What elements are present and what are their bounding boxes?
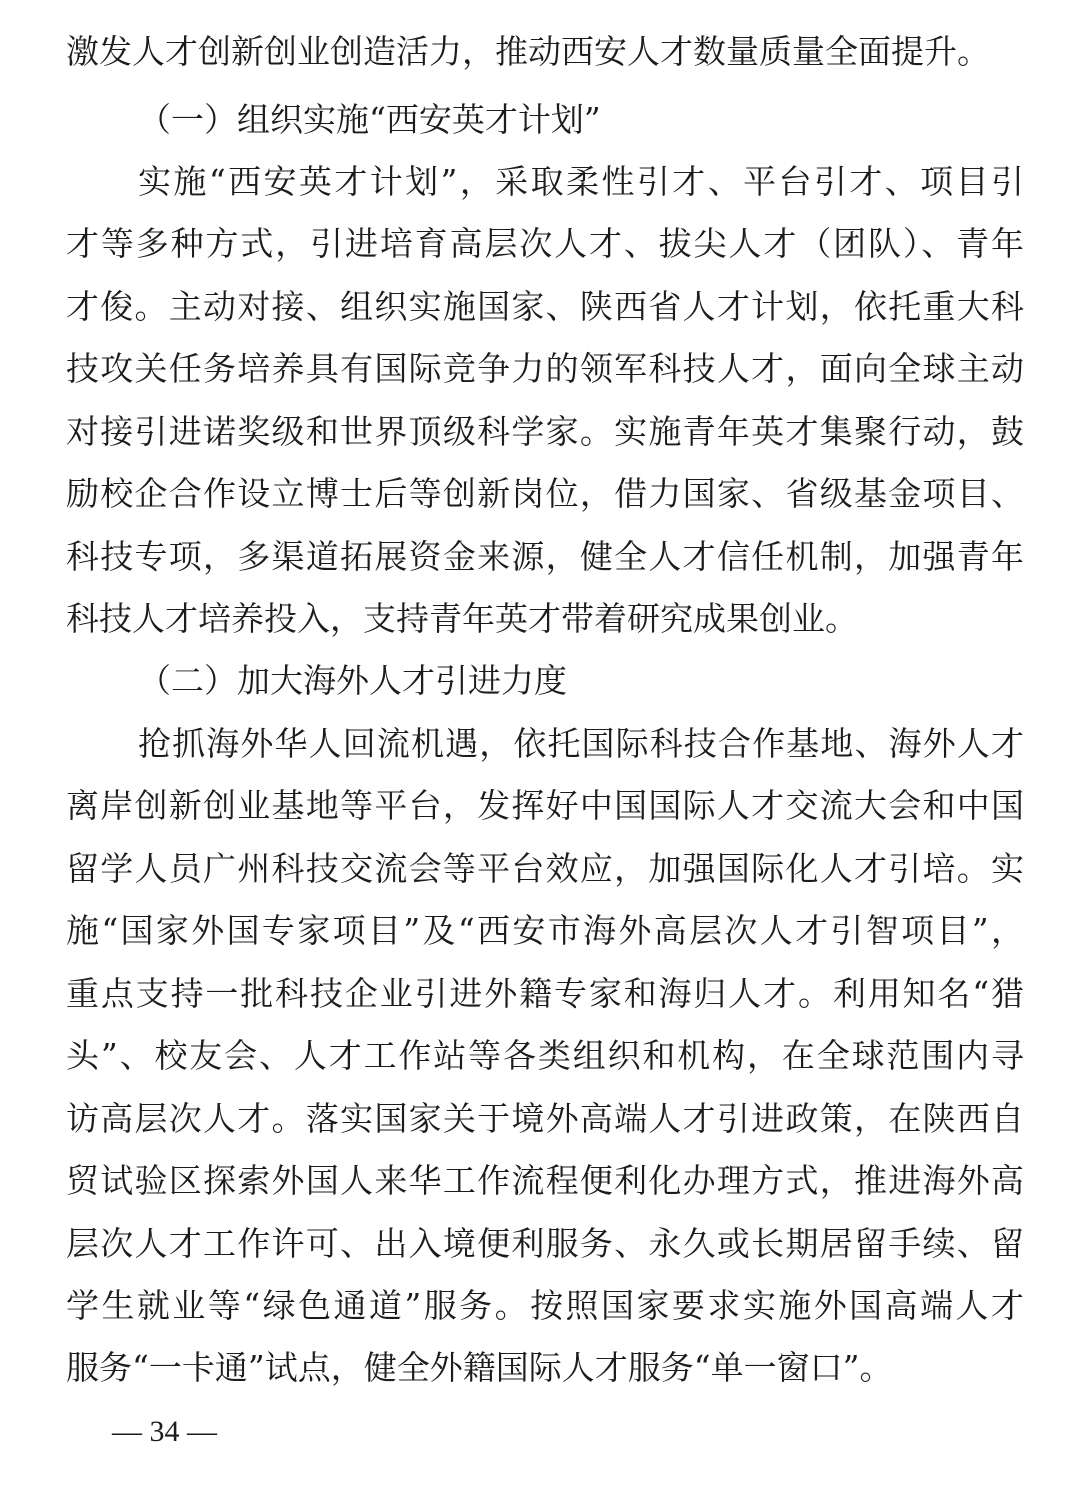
paragraph-line: 施“国家外国专家项目”及“西安市海外高层次人才引智项目”，: [66, 911, 1024, 950]
paragraph-line: 科技人才培养投入，支持青年英才带着研究成果创业。: [66, 599, 858, 638]
paragraph-line: 科技专项，多渠道拓展资金来源，健全人才信任机制，加强青年: [66, 537, 1024, 576]
paragraph-line: 离岸创新创业基地等平台，发挥好中国国际人才交流大会和中国: [66, 786, 1024, 825]
section-heading-1: （一）组织实施“西安英才计划”: [138, 100, 601, 139]
paragraph-line: 抢抓海外华人回流机遇，依托国际科技合作基地、海外人才: [138, 724, 1024, 763]
paragraph-line: 才等多种方式，引进培育高层次人才、拔尖人才（团队）、青年: [66, 224, 1024, 263]
paragraph-line: 留学人员广州科技交流会等平台效应，加强国际化人才引培。实: [66, 849, 1024, 888]
paragraph-line: 头”、校友会、人才工作站等各类组织和机构，在全球范围内寻: [66, 1036, 1024, 1075]
paragraph-line: 访高层次人才。落实国家关于境外高端人才引进政策，在陕西自: [66, 1099, 1024, 1138]
paragraph-line: 服务“一卡通”试点，健全外籍国际人才服务“单一窗口”。: [66, 1348, 893, 1387]
paragraph-line: 对接引进诺奖级和世界顶级科学家。实施青年英才集聚行动，鼓: [66, 412, 1024, 451]
paragraph-line: 层次人才工作许可、出入境便利服务、永久或长期居留手续、留: [66, 1224, 1024, 1263]
page-number: — 34 —: [112, 1415, 217, 1448]
paragraph-line: 实施“西安英才计划”，采取柔性引才、平台引才、项目引: [138, 162, 1024, 201]
paragraph-line: 学生就业等“绿色通道”服务。按照国家要求实施外国高端人才: [66, 1286, 1024, 1325]
section-heading-2: （二）加大海外人才引进力度: [138, 661, 567, 700]
paragraph-line: 技攻关任务培养具有国际竞争力的领军科技人才，面向全球主动: [66, 349, 1024, 388]
intro-line: 激发人才创新创业创造活力，推动西安人才数量质量全面提升。: [66, 32, 990, 71]
paragraph-line: 重点支持一批科技企业引进外籍专家和海归人才。利用知名“猎: [66, 974, 1024, 1013]
paragraph-line: 才俊。主动对接、组织实施国家、陕西省人才计划，依托重大科: [66, 287, 1024, 326]
paragraph-line: 励校企合作设立博士后等创新岗位，借力国家、省级基金项目、: [66, 474, 1024, 513]
paragraph-line: 贸试验区探索外国人来华工作流程便利化办理方式，推进海外高: [66, 1161, 1024, 1200]
